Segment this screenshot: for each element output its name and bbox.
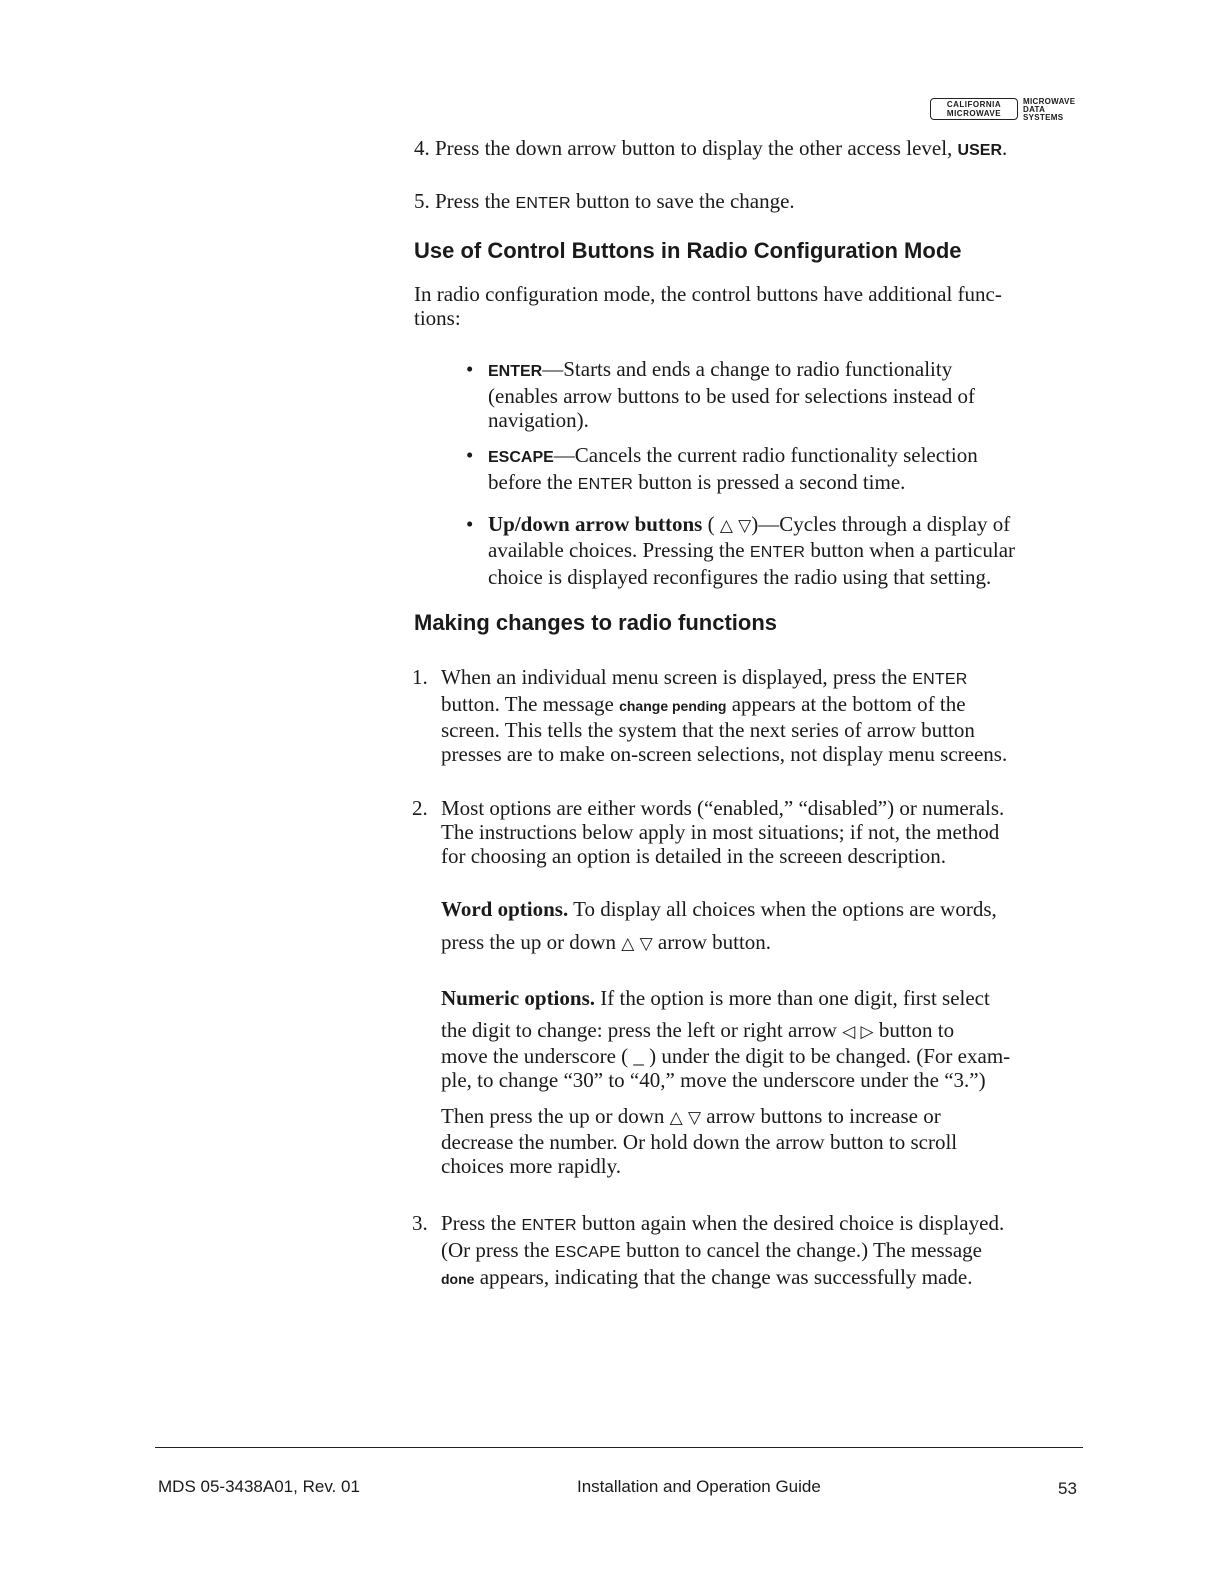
- section-heading-making-changes: Making changes to radio functions: [414, 610, 778, 635]
- up-arrow-icon: △: [669, 1108, 683, 1128]
- item-1-line2-post: appears at the bottom of the: [731, 692, 966, 716]
- footer-rule: [155, 1447, 1083, 1448]
- step-5-keyword: ENTER: [515, 195, 571, 212]
- item-3-line2-keyword: ESCAPE: [554, 1244, 621, 1261]
- word-options-line2-pre: press the up or down: [441, 930, 616, 954]
- item-1-line2-keyword: change pending: [619, 698, 727, 714]
- bullet-arrows-line3: choice is displayed reconfigures the radio using that setting.: [488, 565, 992, 589]
- step-4-text: Press the down arrow button to display the other access level,: [435, 136, 953, 160]
- up-arrow-icon: △: [719, 516, 733, 536]
- step-5-pre: Press the: [435, 189, 511, 213]
- footer-page-number: 53: [1058, 1479, 1077, 1498]
- bullet-enter-line2: (enables arrow buttons to be used for selections instead of: [488, 384, 975, 408]
- word-options-bold: Word options.: [441, 897, 569, 921]
- then-line2: decrease the number. Or hold down the arrow button to scroll: [441, 1130, 958, 1154]
- word-options-line2-post: arrow button.: [657, 930, 772, 954]
- bullet-enter-keyword: ENTER: [488, 363, 543, 380]
- logo-text-line3: SYSTEMS: [1023, 113, 1064, 122]
- step-4: [414, 136, 1114, 163]
- left-arrow-icon: ◁: [842, 1022, 856, 1042]
- item-3-line2-post: button to cancel the change.) The message: [626, 1238, 982, 1262]
- numeric-options-line2-post: button to: [878, 1018, 955, 1042]
- bullet-dot: •: [466, 357, 474, 381]
- bullet-arrows-line1-post: )—Cycles through a display of: [751, 512, 1011, 536]
- list-item-3: [412, 1211, 1112, 1291]
- section-1-intro: [414, 282, 1114, 330]
- footer-guide-title: Installation and Operation Guide: [577, 1477, 821, 1496]
- footer-doc-id: MDS 05-3438A01, Rev. 01: [158, 1477, 360, 1496]
- list-item-3-number: 3.: [412, 1211, 428, 1235]
- numeric-options-line3: move the underscore ( _ ) under the digit to be changed. (For exam-: [441, 1044, 1011, 1068]
- item-3-line2-pre: (Or press the: [441, 1238, 550, 1262]
- logo-box-line2: MICROWAVE: [946, 109, 1002, 118]
- bullet-dot: •: [466, 512, 474, 536]
- numeric-options-bold: Numeric options.: [441, 986, 595, 1010]
- item-3-line1-pre: Press the: [441, 1211, 517, 1235]
- logo-text-line1: MICROWAVE: [1023, 97, 1076, 106]
- bullet-escape-line1: —Cancels the current radio functionality selection: [553, 443, 978, 467]
- item-1-line1-keyword: ENTER: [912, 671, 968, 688]
- list-item-1-number: 1.: [412, 665, 428, 689]
- logo-box: [930, 98, 1018, 120]
- item-2-line2: The instructions below apply in most situations; if not, the method: [441, 820, 1000, 844]
- bullet-escape-keyword: ESCAPE: [488, 449, 554, 466]
- logo-text: [1023, 98, 1095, 122]
- up-arrow-icon: △: [621, 934, 635, 954]
- numeric-options-line2-pre: the digit to change: press the left or right arrow: [441, 1018, 837, 1042]
- item-3-line1-post: button again when the desired choice is displayed.: [581, 1211, 1005, 1235]
- section-heading-control-buttons: Use of Control Buttons in Radio Configuration Mode: [414, 238, 962, 263]
- step-5-post: button to save the change.: [575, 189, 795, 213]
- right-arrow-icon: ▷: [860, 1022, 874, 1042]
- bullet-enter-line3: navigation).: [488, 408, 589, 432]
- item-1-line4: presses are to make on-screen selections, not display menu screens.: [441, 742, 1008, 766]
- step-4-number: 4.: [414, 136, 430, 160]
- down-arrow-icon: ▽: [639, 934, 653, 954]
- bullet-escape-line2-post: button is pressed a second time.: [638, 470, 906, 494]
- bullet-dot: •: [466, 443, 474, 467]
- intro-line-1: In radio configuration mode, the control buttons have additional func-: [414, 282, 1002, 306]
- bullet-arrows-line2-keyword: ENTER: [749, 544, 806, 561]
- bullet-arrows-paren: (: [707, 512, 715, 536]
- list-item-2: [412, 796, 1112, 868]
- item-3-line3-post: appears, indicating that the change was successfully made.: [479, 1265, 973, 1289]
- then-line1-pre: Then press the up or down: [441, 1104, 665, 1128]
- numeric-options: [441, 986, 1101, 1092]
- step-5-number: 5.: [414, 189, 430, 213]
- bullet-escape-line2-pre: before the: [488, 470, 573, 494]
- logo-text-line2: DATA: [1023, 105, 1046, 114]
- bullet-enter: [466, 357, 1106, 432]
- item-3-line3-keyword: done: [441, 1271, 475, 1287]
- bullet-escape-line2-keyword: ENTER: [577, 476, 634, 493]
- bullet-arrows: [466, 512, 1106, 589]
- word-options: [441, 897, 1101, 956]
- word-options-line1: To display all choices when the options are words,: [573, 897, 997, 921]
- item-1-line3: screen. This tells the system that the next series of arrow button: [441, 718, 975, 742]
- bullet-arrows-line2-post: button when a particular: [810, 538, 1016, 562]
- bullet-escape: [466, 443, 1106, 497]
- list-item-2-number: 2.: [412, 796, 428, 820]
- item-1-line2-pre: button. The message: [441, 692, 614, 716]
- numeric-options-line4: ple, to change “30” to “40,” move the underscore under the “3.”): [441, 1068, 986, 1092]
- list-item-1: [412, 665, 1112, 766]
- item-2-line1: Most options are either words (“enabled,” “disabled”) or numerals.: [441, 796, 1005, 820]
- bullet-enter-line1: —Starts and ends a change to radio functionality: [542, 357, 953, 381]
- step-4-keyword: USER: [957, 142, 1002, 159]
- down-arrow-icon: ▽: [687, 1108, 702, 1128]
- step-5: [414, 189, 1114, 216]
- bullet-arrows-bold: Up/down arrow buttons: [488, 512, 703, 536]
- down-arrow-icon: ▽: [738, 516, 752, 536]
- step-4-end: .: [1002, 136, 1008, 160]
- intro-line-2: tions:: [414, 306, 461, 330]
- item-1-line1-pre: When an individual menu screen is displayed, press the: [441, 665, 907, 689]
- then-line1-post: arrow buttons to increase or: [706, 1104, 941, 1128]
- numeric-options-line1: If the option is more than one digit, first select: [600, 986, 990, 1010]
- then-line3: choices more rapidly.: [441, 1154, 621, 1178]
- logo-box-line1: CALIFORNIA: [946, 100, 1002, 109]
- then-press: [441, 1104, 1101, 1178]
- item-3-line1-keyword: ENTER: [521, 1217, 577, 1234]
- company-logo: [930, 98, 1095, 126]
- item-2-line3: for choosing an option is detailed in the screeen description.: [441, 844, 947, 868]
- bullet-arrows-line2-pre: available choices. Pressing the: [488, 538, 745, 562]
